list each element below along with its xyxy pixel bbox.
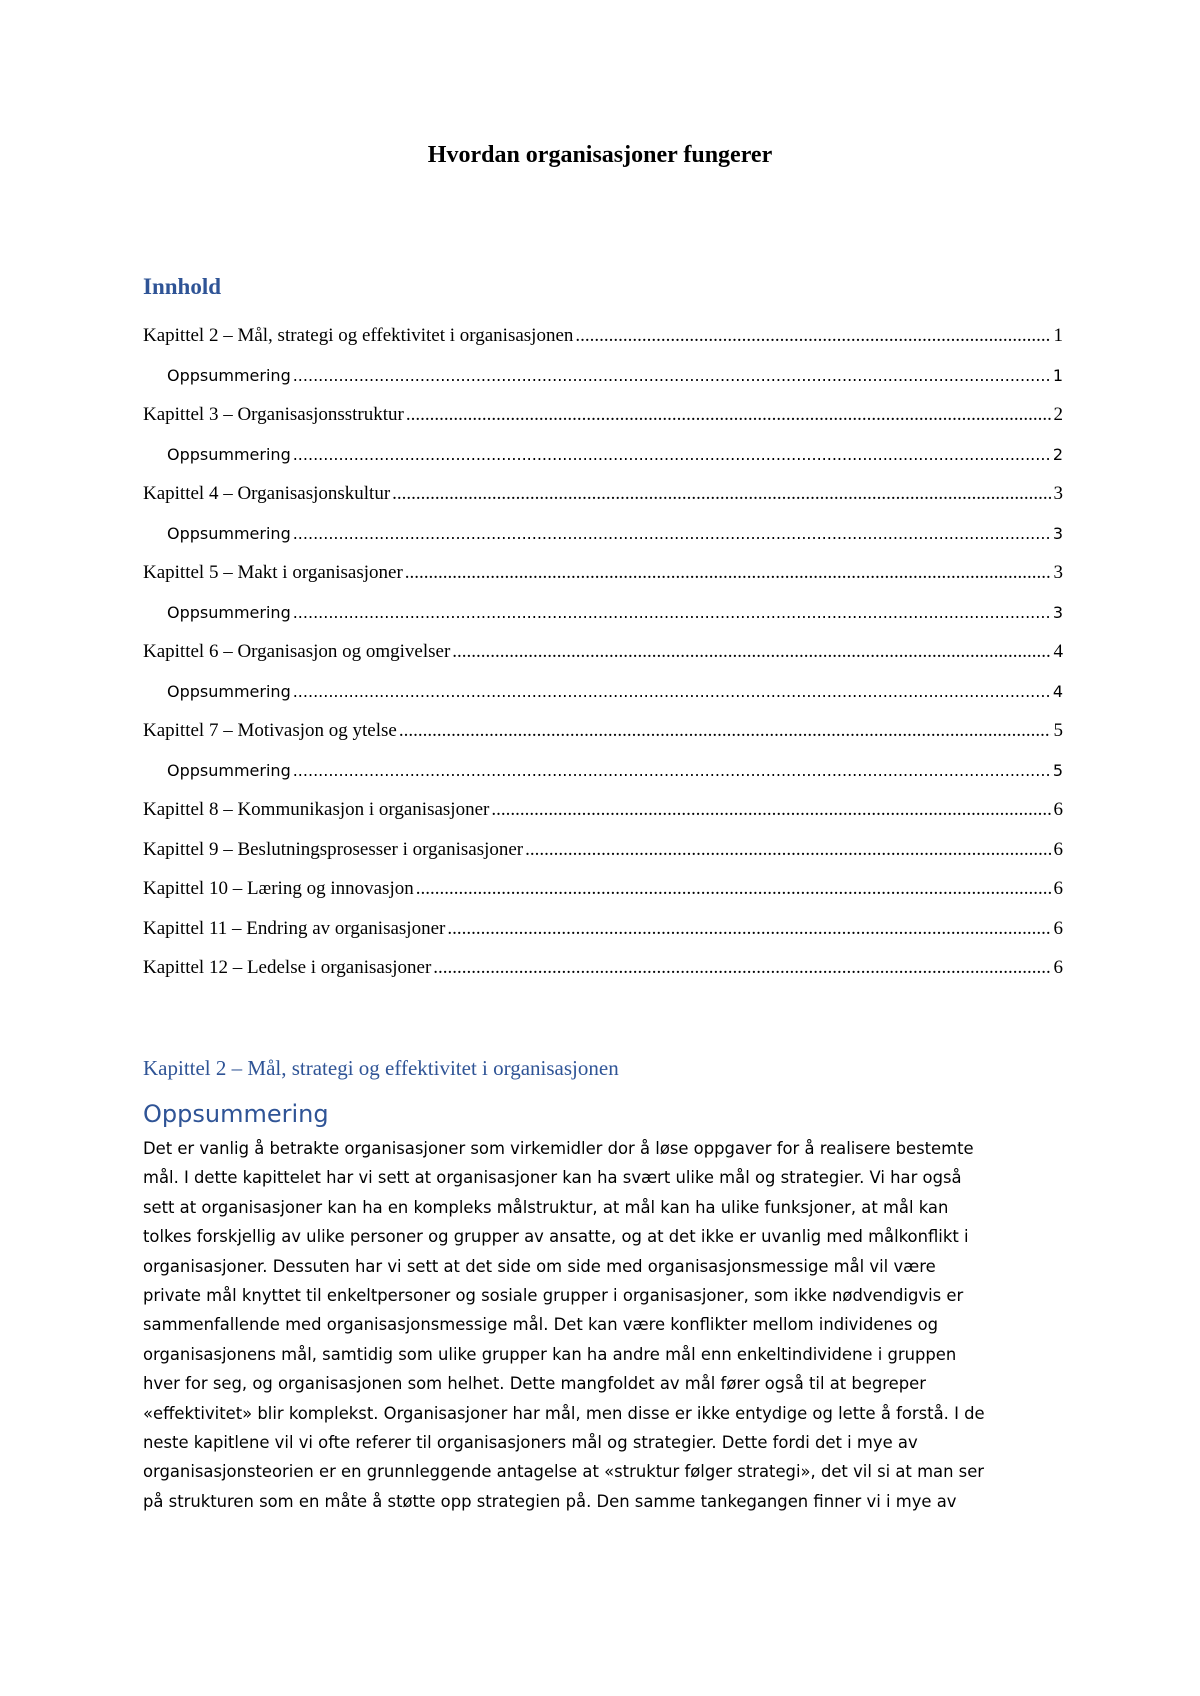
body-line: organisasjoner. Dessuten har vi sett at det side om side med organisasjonsmessige mål vil være bbox=[143, 1256, 936, 1276]
toc-page-number: 6 bbox=[1053, 838, 1063, 860]
toc-dot-leader bbox=[392, 474, 1051, 514]
toc-entry[interactable] bbox=[143, 395, 1063, 435]
toc-entry[interactable] bbox=[143, 632, 1063, 672]
toc-entry[interactable] bbox=[143, 316, 1063, 356]
toc-entry-text: Oppsummering bbox=[167, 681, 291, 701]
section-heading: Oppsummering bbox=[143, 1100, 329, 1128]
toc-dot-leader bbox=[293, 672, 1051, 712]
toc-entry-text: Oppsummering bbox=[167, 760, 291, 780]
toc-entry[interactable] bbox=[143, 474, 1063, 514]
toc-page-number: 6 bbox=[1053, 799, 1063, 820]
body-line: Det er vanlig å betrakte organisasjoner som virkemidler dor å løse oppgaver for å realisere bestemte bbox=[143, 1139, 974, 1158]
toc-entry[interactable] bbox=[143, 514, 1063, 554]
toc-entry-text: Kapittel 12 – Ledelse i organisasjoner bbox=[143, 957, 432, 978]
toc-page-number: 1 bbox=[1052, 365, 1063, 385]
body-line: organisasjonsteorien er en grunnleggende antagelse at «struktur følger strategi», det vil si at man ser bbox=[143, 1462, 985, 1482]
toc-entry-text: Oppsummering bbox=[167, 523, 291, 543]
toc-entry[interactable] bbox=[143, 948, 1063, 988]
body-line: «effektivitet» blir komplekst. Organisasjoner har mål, men disse er ikke entydige og lette å forstå. I de bbox=[143, 1403, 985, 1423]
toc-dot-leader bbox=[433, 948, 1051, 988]
body-line: på strukturen som en måte å støtte opp strategien på. Den samme tankegangen finner vi i mye av bbox=[143, 1491, 957, 1511]
toc-dot-leader bbox=[293, 751, 1051, 791]
toc-page-number: 4 bbox=[1053, 641, 1063, 662]
toc-page-number: 3 bbox=[1052, 602, 1063, 622]
toc-dot-leader bbox=[293, 435, 1051, 475]
toc-page-number: 5 bbox=[1052, 760, 1063, 780]
toc-page-number: 6 bbox=[1053, 878, 1063, 899]
toc-entry[interactable] bbox=[143, 869, 1063, 909]
toc-entry[interactable] bbox=[143, 593, 1063, 633]
body-line: sett at organisasjoner kan ha en kompleks målstruktur, at mål kan ha ulike funksjoner, at mål kan bbox=[143, 1197, 949, 1217]
toc-dot-leader bbox=[405, 553, 1051, 593]
toc-entry-text: Oppsummering bbox=[167, 602, 291, 622]
toc-page-number: 3 bbox=[1053, 483, 1063, 504]
toc-dot-leader bbox=[452, 632, 1051, 672]
toc-entry-text: Kapittel 8 – Kommunikasjon i organisasjoner bbox=[143, 799, 490, 820]
toc-page-number: 4 bbox=[1052, 681, 1063, 701]
toc-page-number: 5 bbox=[1053, 720, 1063, 741]
toc-entry-text: Kapittel 2 – Mål, strategi og effektivitet i organisasjonen bbox=[143, 325, 574, 346]
toc-heading: Innhold bbox=[143, 274, 222, 299]
toc-dot-leader bbox=[525, 830, 1051, 870]
body-line: private mål knyttet til enkeltpersoner og sosiale grupper i organisasjoner, som ikke nødvendigvis er bbox=[143, 1286, 964, 1306]
toc-entry-text: Kapittel 10 – Læring og innovasjon bbox=[143, 878, 414, 899]
toc-dot-leader bbox=[447, 909, 1051, 949]
document-title: Hvordan organisasjoner fungerer bbox=[427, 142, 773, 168]
table-of-contents bbox=[143, 316, 1063, 988]
toc-entry[interactable] bbox=[143, 553, 1063, 593]
toc-page-number: 2 bbox=[1052, 444, 1063, 464]
toc-entry-text: Kapittel 3 – Organisasjonsstruktur bbox=[143, 404, 404, 425]
body-line: tolkes forskjellig av ulike personer og grupper av ansatte, og at det ikke er uvanlig med målkonflikt i bbox=[143, 1227, 969, 1247]
body-line: mål. I dette kapittelet har vi sett at organisasjoner kan ha svært ulike mål og strategier. Vi har også bbox=[143, 1168, 962, 1188]
toc-page-number: 3 bbox=[1053, 562, 1063, 583]
toc-dot-leader bbox=[406, 395, 1051, 435]
toc-entry-text: Kapittel 9 – Beslutningsprosesser i organisasjoner bbox=[143, 838, 524, 860]
toc-dot-leader bbox=[293, 356, 1051, 396]
body-line: hver for seg, og organisasjonen som helhet. Dette mangfoldet av mål fører også til at begreper bbox=[143, 1374, 926, 1394]
body-line: organisasjonens mål, samtidig som ulike grupper kan ha andre mål enn enkeltindividene i gruppen bbox=[143, 1344, 957, 1364]
toc-dot-leader bbox=[293, 593, 1051, 633]
toc-entry[interactable] bbox=[143, 830, 1063, 870]
toc-dot-leader bbox=[491, 790, 1051, 830]
toc-dot-leader bbox=[399, 711, 1051, 751]
body-line: sammenfallende med organisasjonsmessige mål. Det kan være konflikter mellom individenes og bbox=[143, 1315, 939, 1335]
toc-entry[interactable] bbox=[143, 711, 1063, 751]
toc-entry[interactable] bbox=[143, 435, 1063, 475]
toc-page-number: 3 bbox=[1052, 523, 1063, 543]
toc-page-number: 6 bbox=[1053, 917, 1063, 939]
toc-entry-text: Kapittel 4 – Organisasjonskultur bbox=[143, 483, 391, 504]
chapter-heading: Kapittel 2 – Mål, strategi og effektivitet i organisasjonen bbox=[143, 1056, 619, 1080]
toc-entry-text: Oppsummering bbox=[167, 444, 291, 464]
toc-dot-leader bbox=[416, 869, 1051, 909]
toc-page-number: 2 bbox=[1053, 404, 1063, 425]
toc-entry-text: Kapittel 6 – Organisasjon og omgivelser bbox=[143, 641, 451, 662]
toc-entry-text: Kapittel 7 – Motivasjon og ytelse bbox=[143, 720, 397, 741]
toc-entry[interactable] bbox=[143, 356, 1063, 396]
toc-page-number: 6 bbox=[1053, 957, 1063, 978]
toc-entry[interactable] bbox=[143, 909, 1063, 949]
toc-dot-leader bbox=[293, 514, 1051, 554]
body-paragraph bbox=[143, 1134, 1063, 1516]
toc-entry-text: Oppsummering bbox=[167, 365, 291, 385]
toc-entry[interactable] bbox=[143, 751, 1063, 791]
body-line: neste kapitlene vil vi ofte referer til organisasjoners mål og strategier. Dette fordi det i mye av bbox=[143, 1433, 918, 1453]
toc-entry-text: Kapittel 11 – Endring av organisasjoner bbox=[143, 917, 446, 939]
toc-dot-leader bbox=[575, 316, 1051, 356]
toc-entry[interactable] bbox=[143, 672, 1063, 712]
toc-entry[interactable] bbox=[143, 790, 1063, 830]
toc-entry-text: Kapittel 5 – Makt i organisasjoner bbox=[143, 562, 403, 583]
toc-page-number: 1 bbox=[1053, 325, 1063, 346]
